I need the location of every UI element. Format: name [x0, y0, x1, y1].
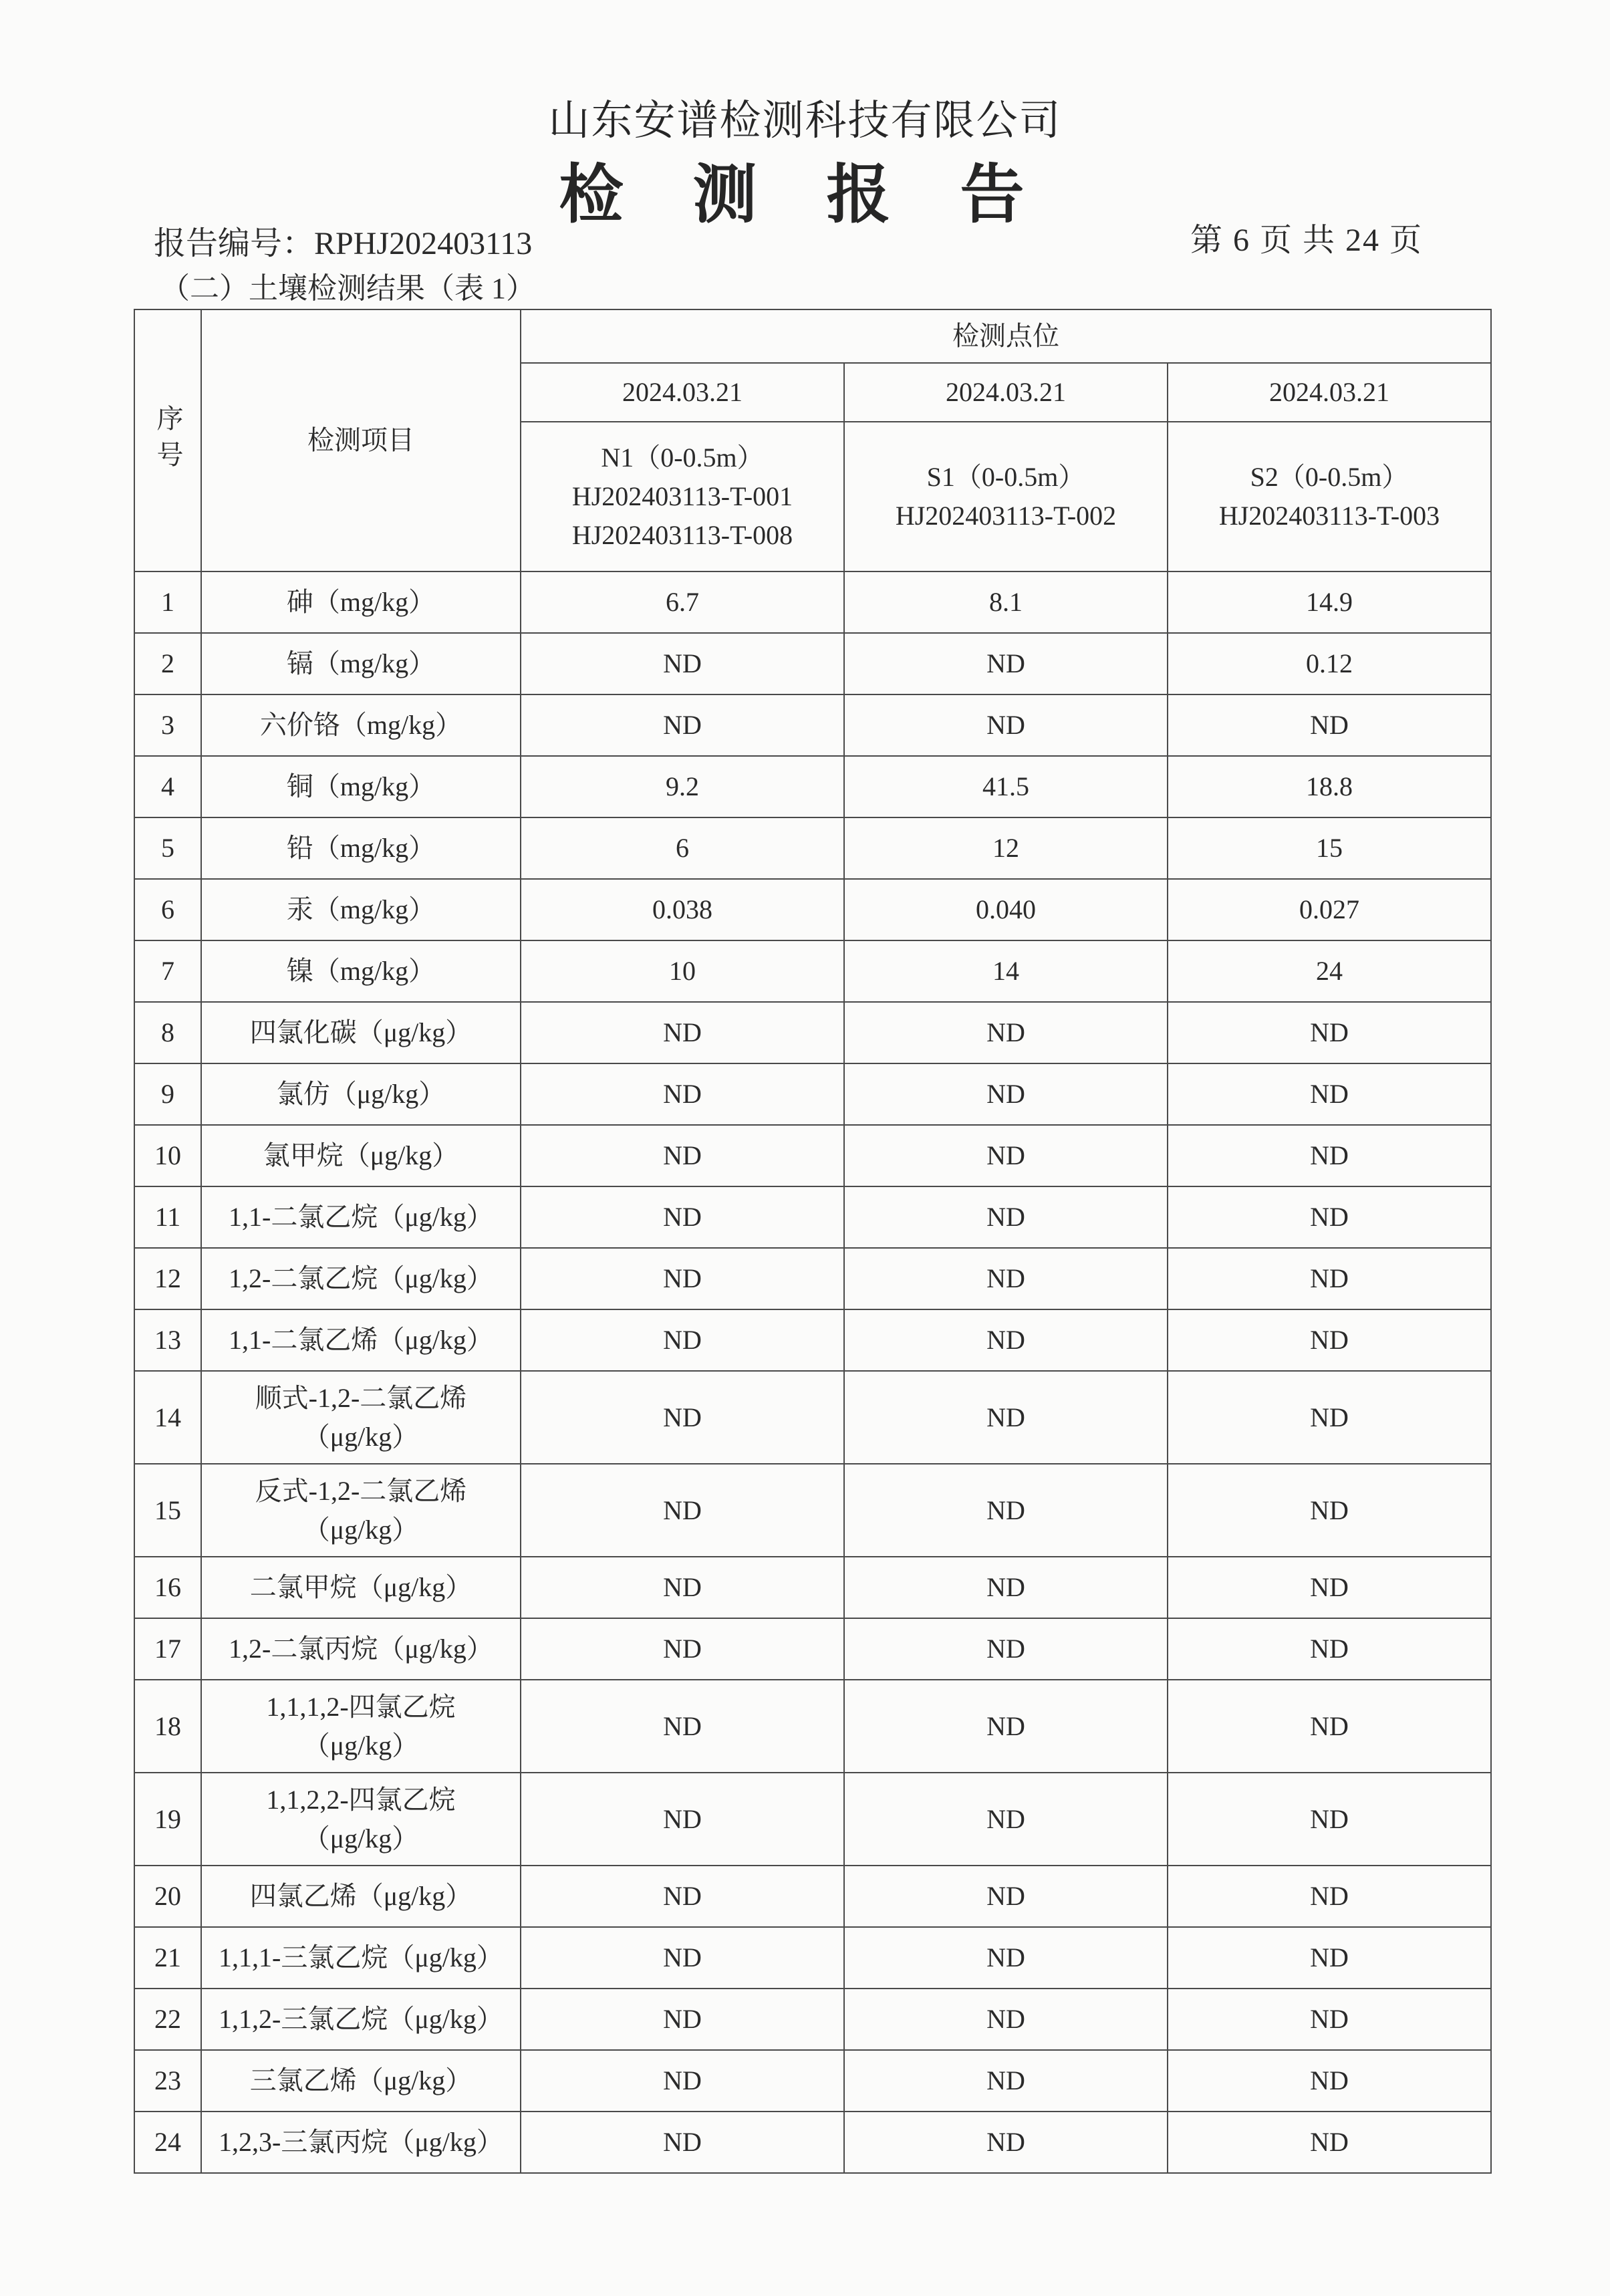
table-row: [134, 1680, 1491, 1773]
sample-code: HJ202403113-T-001: [571, 481, 793, 511]
row-number: 20: [134, 1866, 201, 1927]
test-item: 六价铬（mg/kg）: [201, 694, 521, 756]
result-value: ND: [521, 1557, 844, 1618]
result-value: ND: [521, 1002, 844, 1063]
test-item: 1,1,2-三氯乙烷（μg/kg）: [201, 1989, 521, 2050]
row-number: 16: [134, 1557, 201, 1618]
table-row: [134, 1927, 1491, 1989]
report-number: [154, 217, 532, 263]
result-value: ND: [521, 1618, 844, 1680]
test-item: 氯仿（μg/kg）: [201, 1063, 521, 1125]
row-number: 17: [134, 1618, 201, 1680]
sample-point-name: N1（0-0.5m）: [601, 442, 764, 473]
result-value: ND: [1168, 1125, 1491, 1186]
result-value: 9.2: [521, 756, 844, 817]
row-number: 9: [134, 1063, 201, 1125]
table-row: [134, 1248, 1491, 1309]
result-value: ND: [1168, 1309, 1491, 1371]
test-item: 1,1-二氯乙烯（μg/kg）: [201, 1309, 521, 1371]
table-row: [134, 571, 1491, 633]
row-number: 13: [134, 1309, 201, 1371]
result-value: ND: [1168, 1773, 1491, 1866]
row-number: 22: [134, 1989, 201, 2050]
sample-point: [844, 422, 1168, 571]
table-row: [134, 1125, 1491, 1186]
result-value: ND: [1168, 1248, 1491, 1309]
test-item: 铜（mg/kg）: [201, 756, 521, 817]
result-value: 0.038: [521, 879, 844, 940]
row-number: 14: [134, 1371, 201, 1464]
result-value: ND: [521, 1773, 844, 1866]
result-value: ND: [521, 1866, 844, 1927]
sample-date: 2024.03.21: [521, 363, 844, 422]
result-value: 14: [844, 940, 1168, 1002]
row-number: 4: [134, 756, 201, 817]
test-item: 四氯化碳（μg/kg）: [201, 1002, 521, 1063]
result-value: ND: [1168, 1618, 1491, 1680]
result-value: 6.7: [521, 571, 844, 633]
sample-code: HJ202403113-T-008: [571, 520, 793, 550]
table-row: [134, 1464, 1491, 1557]
result-value: ND: [521, 1248, 844, 1309]
result-value: ND: [521, 1309, 844, 1371]
test-item: 1,2-二氯乙烷（μg/kg）: [201, 1248, 521, 1309]
result-value: ND: [844, 2050, 1168, 2112]
test-item: [201, 1371, 521, 1464]
test-item: 1,1,1-三氯乙烷（μg/kg）: [201, 1927, 521, 1989]
result-value: ND: [521, 1989, 844, 2050]
result-value: ND: [1168, 694, 1491, 756]
result-value: ND: [844, 1309, 1168, 1371]
result-value: 0.027: [1168, 879, 1491, 940]
test-item: 四氯乙烯（μg/kg）: [201, 1866, 521, 1927]
result-value: ND: [521, 2050, 844, 2112]
report-title: 检 测 报 告: [559, 159, 1051, 231]
result-value: ND: [844, 2112, 1168, 2173]
result-value: ND: [521, 694, 844, 756]
result-value: ND: [844, 1125, 1168, 1186]
table-row: [134, 694, 1491, 756]
result-value: ND: [844, 1464, 1168, 1557]
result-value: ND: [844, 1557, 1168, 1618]
result-value: ND: [1168, 2112, 1491, 2173]
result-value: 12: [844, 817, 1168, 879]
test-item: 汞（mg/kg）: [201, 879, 521, 940]
sample-point: [1168, 422, 1491, 571]
table-row: [134, 940, 1491, 1002]
page-info: 第 6 页 共 24 页: [1190, 223, 1423, 258]
test-item: 1,2,3-三氯丙烷（μg/kg）: [201, 2112, 521, 2173]
result-value: ND: [1168, 1464, 1491, 1557]
test-item: 镉（mg/kg）: [201, 633, 521, 694]
header-no: [134, 309, 201, 571]
header-item: 检测项目: [201, 309, 521, 571]
row-number: 18: [134, 1680, 201, 1773]
result-value: ND: [844, 1866, 1168, 1927]
table-row: [134, 1866, 1491, 1927]
row-number: 24: [134, 2112, 201, 2173]
soil-results-table: [134, 309, 1492, 2174]
result-value: ND: [521, 1464, 844, 1557]
result-value: ND: [1168, 1002, 1491, 1063]
table-row: [134, 1618, 1491, 1680]
result-value: ND: [521, 1927, 844, 1989]
result-value: ND: [521, 1063, 844, 1125]
result-value: ND: [1168, 1680, 1491, 1773]
result-value: ND: [844, 633, 1168, 694]
table-row: [134, 1989, 1491, 2050]
result-value: ND: [521, 1125, 844, 1186]
sample-date: 2024.03.21: [844, 363, 1168, 422]
sample-code: HJ202403113-T-002: [895, 501, 1117, 531]
table-row: [134, 1063, 1491, 1125]
result-value: ND: [521, 1680, 844, 1773]
result-value: 6: [521, 817, 844, 879]
result-value: ND: [844, 1002, 1168, 1063]
result-value: ND: [844, 1186, 1168, 1248]
result-value: 10: [521, 940, 844, 1002]
result-value: ND: [1168, 2050, 1491, 2112]
table-row: [134, 2112, 1491, 2173]
result-value: ND: [844, 1248, 1168, 1309]
row-number: 2: [134, 633, 201, 694]
table-row: [134, 1773, 1491, 1866]
result-value: 0.12: [1168, 633, 1491, 694]
row-number: 3: [134, 694, 201, 756]
test-item-line: （μg/kg）: [303, 1730, 419, 1761]
company-name: 山东安谱检测科技有限公司: [548, 98, 1062, 144]
table-row: [134, 2050, 1491, 2112]
row-number: 15: [134, 1464, 201, 1557]
test-item: 镍（mg/kg）: [201, 940, 521, 1002]
sample-point: [521, 422, 844, 571]
sample-code: HJ202403113-T-003: [1218, 501, 1440, 531]
table-row: [134, 1309, 1491, 1371]
result-value: ND: [1168, 1063, 1491, 1125]
result-value: ND: [1168, 1989, 1491, 2050]
result-value: ND: [844, 1927, 1168, 1989]
result-value: ND: [844, 694, 1168, 756]
section-title: （二）土壤检测结果（表 1）: [160, 272, 535, 305]
row-number: 1: [134, 571, 201, 633]
sample-point-name: S2（0-0.5m）: [1250, 462, 1409, 492]
table-row: [134, 1186, 1491, 1248]
table-row: [134, 1371, 1491, 1464]
row-number: 6: [134, 879, 201, 940]
table-row: [134, 756, 1491, 817]
row-number: 23: [134, 2050, 201, 2112]
result-value: 0.040: [844, 879, 1168, 940]
test-item: 铅（mg/kg）: [201, 817, 521, 879]
row-number: 10: [134, 1125, 201, 1186]
result-value: ND: [521, 2112, 844, 2173]
result-value: ND: [844, 1773, 1168, 1866]
result-value: ND: [844, 1063, 1168, 1125]
header-no-label: 序号: [153, 404, 183, 477]
row-number: 5: [134, 817, 201, 879]
test-item: 砷（mg/kg）: [201, 571, 521, 633]
row-number: 19: [134, 1773, 201, 1866]
result-value: ND: [1168, 1186, 1491, 1248]
header-sampling-points: 检测点位: [521, 309, 1491, 363]
result-value: ND: [1168, 1557, 1491, 1618]
report-number-label: 报告编号：: [154, 226, 315, 261]
row-number: 8: [134, 1002, 201, 1063]
table-row: [134, 633, 1491, 694]
row-number: 12: [134, 1248, 201, 1309]
test-item: [201, 1464, 521, 1557]
test-item: 氯甲烷（μg/kg）: [201, 1125, 521, 1186]
sample-date: 2024.03.21: [1168, 363, 1491, 422]
test-item: 1,2-二氯丙烷（μg/kg）: [201, 1618, 521, 1680]
report-number-value: RPHJ202403113: [314, 226, 533, 261]
row-number: 7: [134, 940, 201, 1002]
test-item: [201, 1773, 521, 1866]
sample-point-name: S1（0-0.5m）: [926, 462, 1085, 492]
result-value: 15: [1168, 817, 1491, 879]
table-row: [134, 1557, 1491, 1618]
table-row: [134, 879, 1491, 940]
test-item-line: 1,1,1,2-四氯乙烷: [266, 1691, 456, 1722]
result-value: ND: [521, 1186, 844, 1248]
result-value: ND: [521, 633, 844, 694]
table-row: [134, 1002, 1491, 1063]
test-item-line: （μg/kg）: [303, 1514, 419, 1545]
result-value: ND: [844, 1618, 1168, 1680]
test-item-line: 反式-1,2-二氯乙烯: [255, 1475, 467, 1506]
result-value: ND: [521, 1371, 844, 1464]
test-item-line: 1,1,2,2-四氯乙烷: [266, 1784, 456, 1815]
result-value: 8.1: [844, 571, 1168, 633]
result-value: 41.5: [844, 756, 1168, 817]
result-value: 24: [1168, 940, 1491, 1002]
test-item: 三氯乙烯（μg/kg）: [201, 2050, 521, 2112]
result-value: ND: [1168, 1371, 1491, 1464]
test-item: [201, 1680, 521, 1773]
test-item: 二氯甲烷（μg/kg）: [201, 1557, 521, 1618]
result-value: ND: [1168, 1866, 1491, 1927]
test-item-line: （μg/kg）: [303, 1421, 419, 1452]
result-value: ND: [844, 1989, 1168, 2050]
test-item-line: （μg/kg）: [303, 1823, 419, 1854]
row-number: 21: [134, 1927, 201, 1989]
result-value: ND: [1168, 1927, 1491, 1989]
result-value: 18.8: [1168, 756, 1491, 817]
test-item-line: 顺式-1,2-二氯乙烯: [255, 1382, 467, 1413]
result-value: 14.9: [1168, 571, 1491, 633]
result-value: ND: [844, 1680, 1168, 1773]
table-row: [134, 817, 1491, 879]
row-number: 11: [134, 1186, 201, 1248]
test-item: 1,1-二氯乙烷（μg/kg）: [201, 1186, 521, 1248]
result-value: ND: [844, 1371, 1168, 1464]
